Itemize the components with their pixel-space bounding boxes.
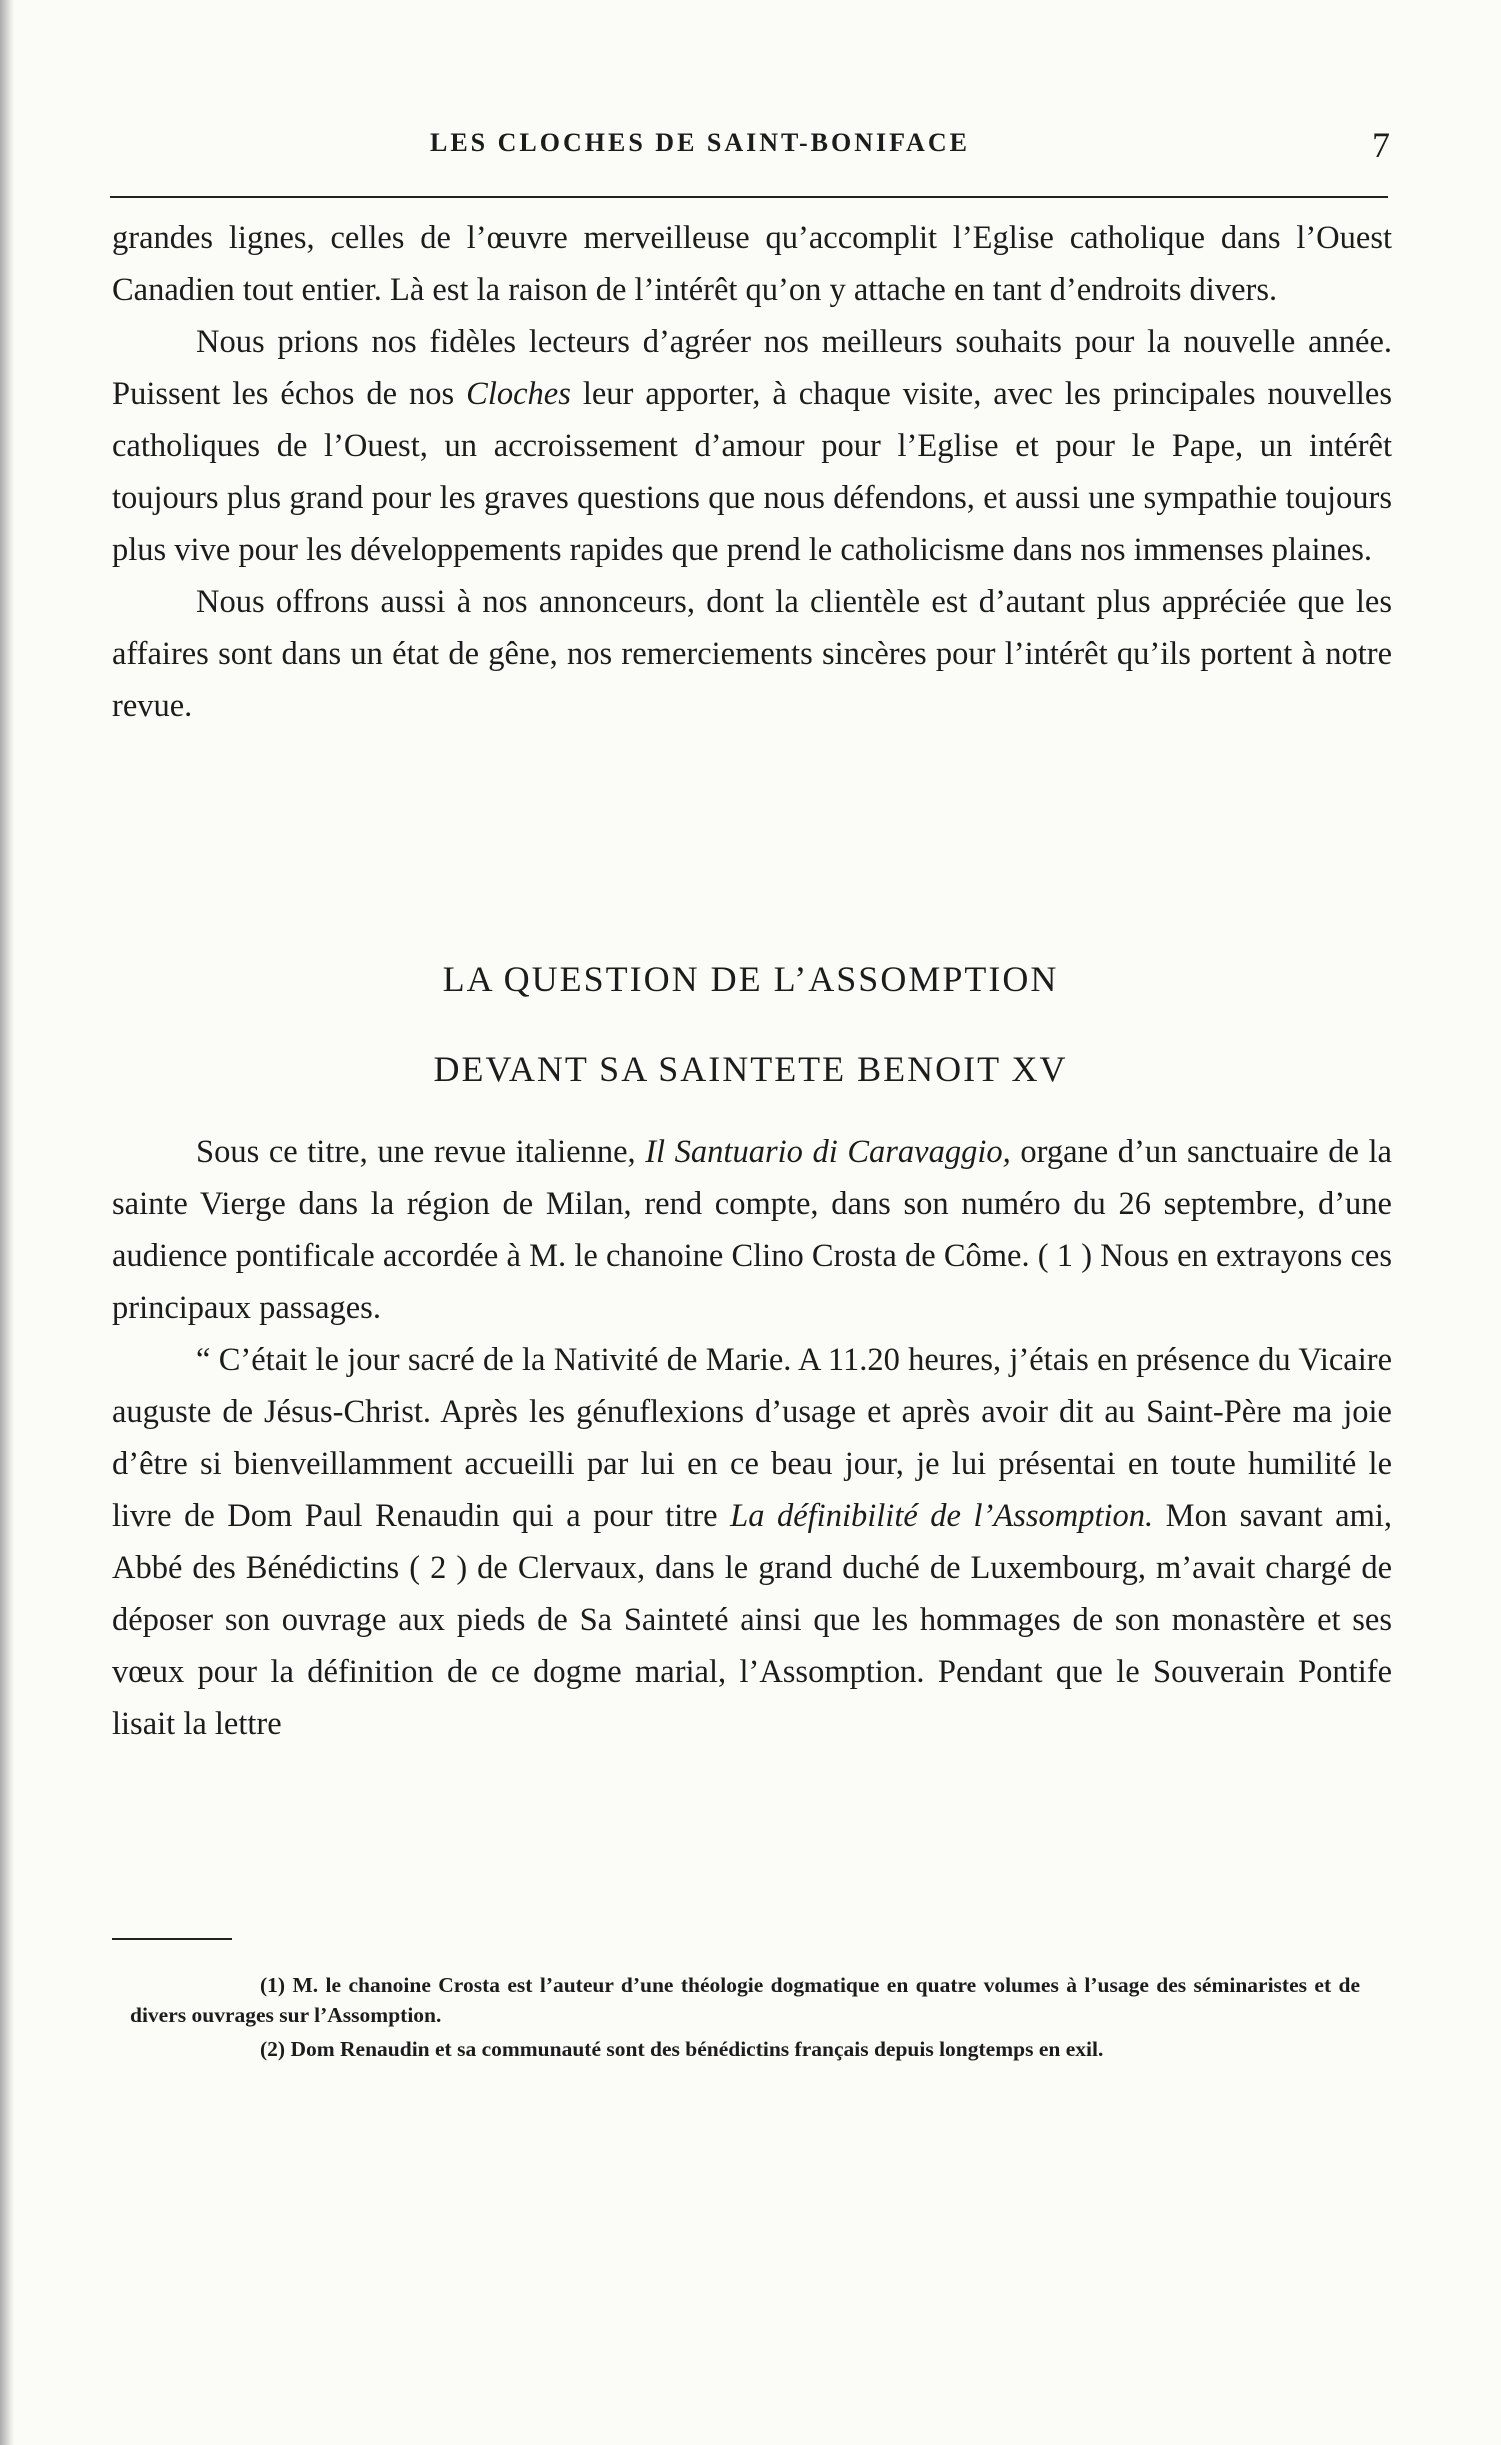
footnote-1: (1) M. le chanoine Crosta est l’auteur d’une théologie dogmatique en quatre volumes à l’usage des séminaristes et de divers ouvrages sur l’Assomption. <box>130 1973 1360 2027</box>
journal-name-italic: Cloches <box>466 376 571 412</box>
footnote-2: (2) Dom Renaudin et sa communauté sont des bénédictins français depuis longtemps en exil. <box>260 2037 1104 2061</box>
header-rule <box>110 196 1388 198</box>
page-number: 7 <box>1372 125 1390 165</box>
intro-paragraph-2: Nous prions nos fidèles lecteurs d’agréer nos meilleurs souhaits pour la nouvelle année. Puissent les échos de nos Cloches leur apporter, à chaque visite, avec les principales nouvelles catholiques de l’Ouest, un accroissement d’amour pour l’Eglise et pour le Pape, un intérêt toujours plus grand pour les graves questions que nous défendons, et aussi une sympathie toujours plus vive pour les développements rapides que prend le catholicisme dans nos immenses plaines. <box>112 324 1392 568</box>
article-subtitle: DEVANT SA SAINTETE BENOIT XV <box>433 1049 1068 1089</box>
article-paragraph-1: Sous ce titre, une revue italienne, Il Santuario di Caravaggio, organe d’un sanctuaire de la sainte Vierge dans la région de Milan, rend compte, dans son numéro du 26 septembre, d’une audience pontificale accordée à M. le chanoine Clino Crosta de Côme. ( 1 ) Nous en extrayons ces principaux passages. <box>112 1134 1392 1326</box>
review-title-italic: Il Santuario di Caravaggio, <box>645 1134 1011 1170</box>
page-binding-edge <box>0 0 14 2445</box>
footnote-rule <box>112 1938 232 1940</box>
book-title-italic: La définibilité de l’Assomption. <box>730 1498 1154 1534</box>
article-body <box>112 1126 1392 1750</box>
page-header <box>110 125 1390 172</box>
intro-paragraph-3: Nous offrons aussi à nos annonceurs, dont la clientèle est d’autant plus appréciée que les affaires sont dans un état de gêne, nos remerciements sincères pour l’intérêt qu’ils portent à notre revue. <box>112 584 1392 724</box>
footnotes <box>130 1970 1360 2068</box>
running-title: LES CLOCHES DE SAINT-BONIFACE <box>430 128 970 157</box>
article-paragraph-2: “ C’était le jour sacré de la Nativité de Marie. A 11.20 heures, j’étais en présence du Vicaire auguste de Jésus-Christ. Après les génuflexions d’usage et après avoir dit au Saint-Père ma joie d’être si bienveillamment accueilli par lui en ce beau jour, je lui présentai en toute humilité le livre de Dom Paul Renaudin qui a pour titre La définibilité de l’Assomption. Mon savant ami, Abbé des Bénédictins ( 2 ) de Clervaux, dans le grand duché de Luxembourg, m’avait chargé de déposer son ouvrage aux pieds de Sa Sainteté ainsi que les hommages de son monastère et ses vœux pour la définition de ce dogme marial, l’Assomption. Pendant que le Souverain Pontife lisait la lettre <box>112 1342 1392 1742</box>
intro-paragraph-1: grandes lignes, celles de l’œuvre merveilleuse qu’accomplit l’Eglise catholique dans l’Ouest Canadien tout entier. Là est la raison de l’intérêt qu’on y attache en tant d’endroits divers. <box>112 220 1392 308</box>
article-title: LA QUESTION DE L’ASSOMPTION <box>442 959 1059 999</box>
intro-section <box>112 212 1392 732</box>
